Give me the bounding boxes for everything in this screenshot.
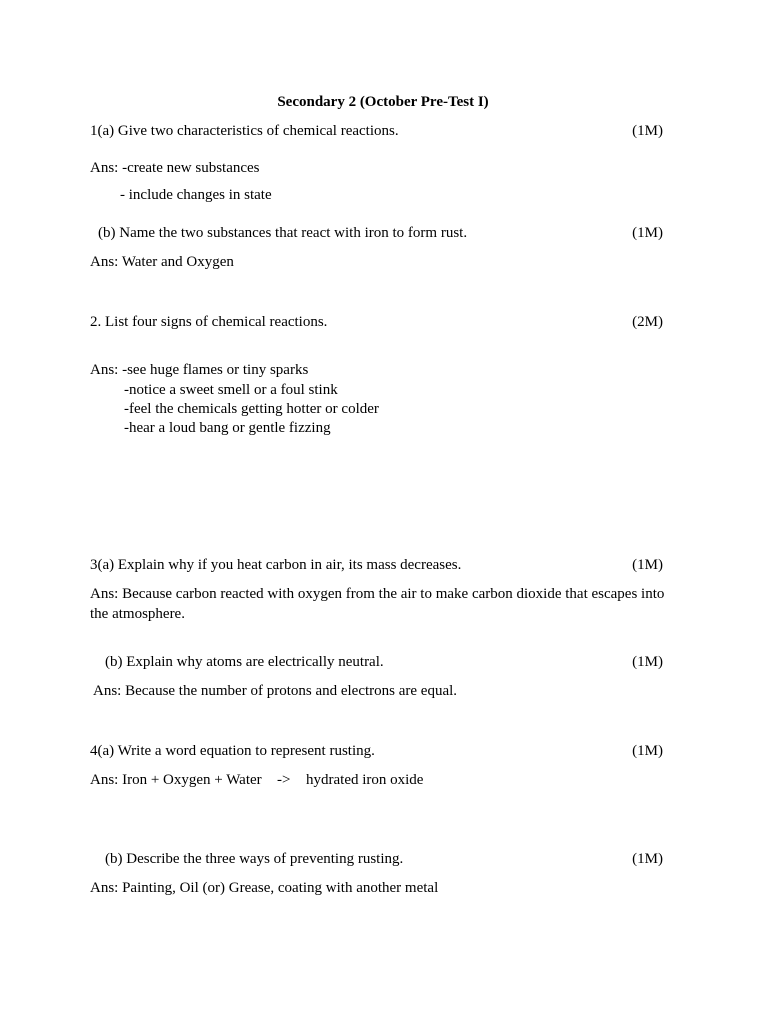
answer-2-line-4: -hear a loud bang or gentle fizzing [124, 420, 331, 436]
answer-1b: Ans: Water and Oxygen [90, 254, 234, 270]
answer-2-line-2: -notice a sweet smell or a foul stink [124, 382, 338, 398]
marks-4b: (1M) [632, 851, 663, 867]
answer-4a-reactants: Ans: Iron + Oxygen + Water [90, 772, 262, 788]
answer-4b: Ans: Painting, Oil (or) Grease, coating with another metal [90, 880, 439, 896]
answer-3a: Ans: Because carbon reacted with oxygen from the air to make carbon dioxide that escapes into the atmosphere. [90, 586, 665, 622]
answer-4a-product: hydrated iron oxide [306, 772, 424, 788]
question-4b: (b) Describe the three ways of preventing rusting. [105, 851, 404, 867]
marks-1a: (1M) [632, 123, 663, 139]
answer-4a-arrow: -> [277, 772, 291, 788]
question-2: 2. List four signs of chemical reactions. [90, 314, 328, 330]
answer-1a-line-2: - include changes in state [120, 187, 272, 203]
marks-3b: (1M) [632, 654, 663, 670]
question-4a: 4(a) Write a word equation to represent rusting. [90, 743, 375, 759]
question-3a: 3(a) Explain why if you heat carbon in air, its mass decreases. [90, 557, 462, 573]
marks-2: (2M) [632, 314, 663, 330]
question-3b: (b) Explain why atoms are electrically neutral. [105, 654, 384, 670]
question-1a: 1(a) Give two characteristics of chemical reactions. [90, 123, 399, 139]
answer-3b: Ans: Because the number of protons and electrons are equal. [93, 683, 458, 699]
answer-2-line-3: -feel the chemicals getting hotter or colder [124, 401, 379, 417]
marks-3a: (1M) [632, 557, 663, 573]
answer-1a-line-1: Ans: -create new substances [90, 160, 260, 176]
marks-4a: (1M) [632, 743, 663, 759]
marks-1b: (1M) [632, 225, 663, 241]
question-1b: (b) Name the two substances that react with iron to form rust. [98, 225, 468, 241]
answer-2-line-1: Ans: -see huge flames or tiny sparks [90, 362, 309, 378]
page-title: Secondary 2 (October Pre-Test I) [277, 94, 489, 110]
